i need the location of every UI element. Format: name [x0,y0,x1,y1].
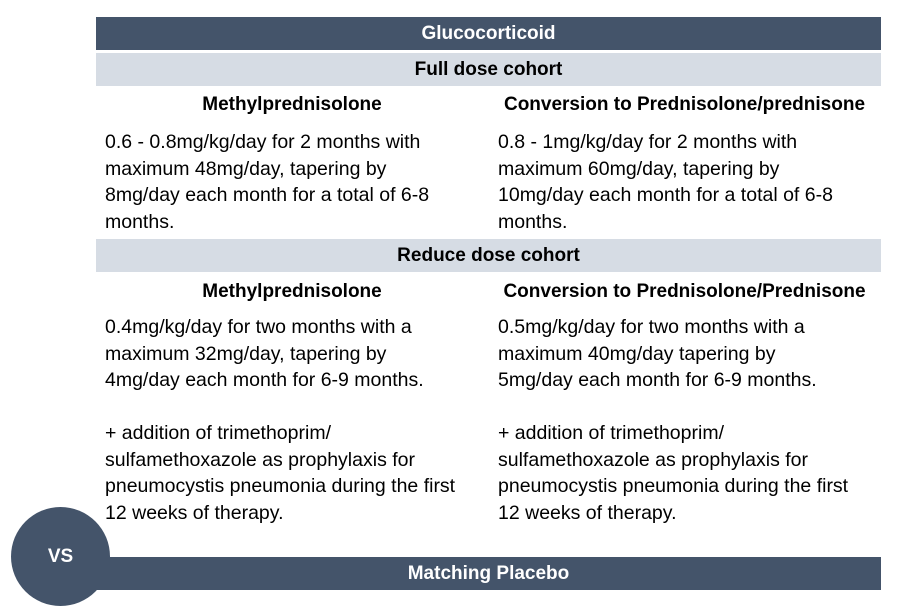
reduced-dose-cohort-title: Reduce dose cohort [397,244,580,266]
full-dose-prednisolone-heading: Conversion to Prednisolone/prednisone [503,94,866,115]
full-dose-cohort-title: Full dose cohort [414,58,563,80]
vs-circle [11,507,110,606]
matching-placebo-bar [96,557,881,590]
reduced-dose-cohort-header [96,239,881,272]
full-dose-prednisolone-regimen: 0.8 - 1mg/kg/day for 2 months with maximum 60mg/day, tapering by 10mg/day each month for a total of 6-8 months. [498,131,833,233]
full-dose-cohort-header [96,53,881,86]
matching-placebo-label: Matching Placebo [407,562,570,584]
glucocorticoid-title: Glucocorticoid [421,22,556,44]
reduced-dose-methylprednisolone-heading: Methylprednisolone [202,281,382,302]
reduced-dose-prednisolone-heading: Conversion to Prednisolone/Prednisone [503,281,866,302]
full-dose-methylprednisolone-regimen: 0.6 - 0.8mg/kg/day for 2 months with maximum 48mg/day, tapering by 8mg/day each month for a total of 6-8 months. [105,131,430,233]
full-dose-methylprednisolone-heading: Methylprednisolone [202,94,382,115]
vs-label: VS [47,545,74,567]
reduced-dose-prednisolone-regimen: 0.5mg/kg/day for two months with a maximum 40mg/day tapering by 5mg/day each month for 6-9 months. + addition of trimethoprim/ sulfamethoxazole as prophylaxis for pneumocystis pneumonia during the first 12 weeks of therapy. [498,316,849,524]
reduced-dose-methylprednisolone-regimen: 0.4mg/kg/day for two months with a maximum 32mg/day, tapering by 4mg/day each month for 6-9 months. + addition of trimethoprim/ sulfamethoxazole as prophylaxis for pneumocystis pneumonia during the first 12 weeks of therapy. [105,316,456,524]
glucocorticoid-header [96,17,881,50]
